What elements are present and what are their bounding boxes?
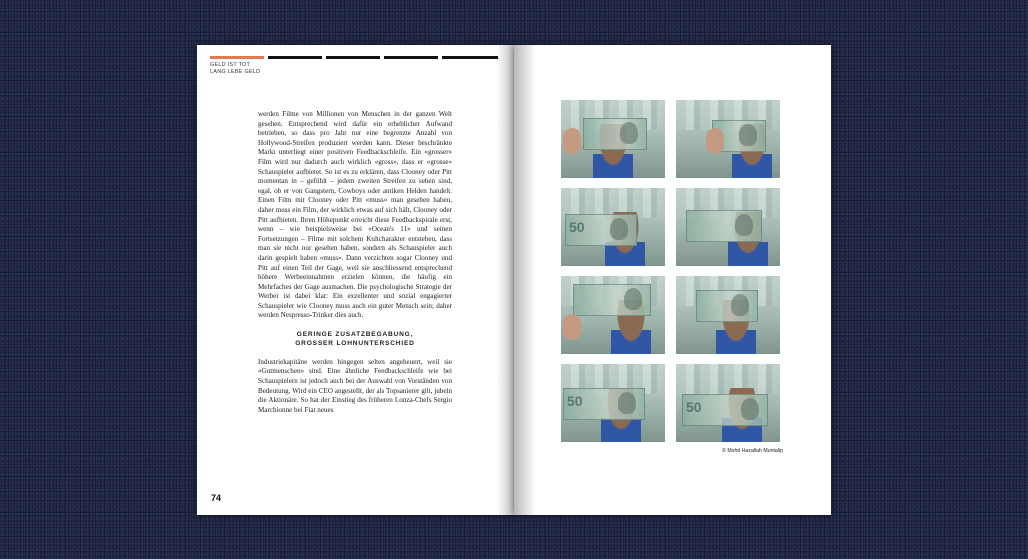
photo-banknote-portrait — [561, 100, 665, 178]
header-bar — [268, 56, 322, 59]
photo-grid — [561, 100, 781, 442]
subheading-line: GERINGE ZUSATZBEGABUNG, — [296, 331, 414, 339]
banknote-value: 50 — [686, 399, 702, 415]
page-number: 74 — [211, 493, 222, 503]
header-bar — [326, 56, 380, 59]
banknote-value: 50 — [569, 219, 585, 235]
subheading-line: GROSSER LOHNUNTERSCHIED — [295, 340, 415, 348]
right-page — [514, 45, 831, 515]
photo-banknote-portrait — [676, 100, 780, 178]
running-head-line: GELD IST TOT — [210, 62, 251, 68]
body-text — [258, 110, 452, 415]
running-head-line: LANG LEBE GELD — [210, 68, 261, 75]
photo-banknote-portrait — [676, 188, 780, 266]
banknote-value: 50 — [567, 393, 583, 409]
left-page — [197, 45, 514, 515]
header-accent-bar — [210, 56, 264, 59]
subheading — [258, 330, 452, 349]
photo-banknote-portrait — [561, 364, 665, 442]
photo-credit: © Mohd Hazallah Muntalip — [722, 448, 783, 454]
photo-banknote-portrait — [561, 276, 665, 354]
photo-banknote-portrait — [676, 364, 780, 442]
header-bar — [384, 56, 438, 59]
photo-banknote-portrait — [676, 276, 780, 354]
header-rule-bars — [210, 56, 500, 60]
paragraph: werden Filme von Millionen von Menschen in der ganzen Welt gesehen. Entsprechend wird dafür ein erheblicher Aufwand betrieben, so dass pro Jahr nur eine begrenzte Anzahl von Hollywood-Streifen produziert werden kann. Dieser beschränkte Markt unterliegt einer positiven Feedbackschleife. Ein «grosser» Film wird nur dadurch auch wirklich «gross», dass er «grosse» Schauspieler aufbietet. So ist es zu erklären, dass Clooney oder Pitt momentan in – gefühlt – jedem zweiten Streifen zu sehen sind, egal, ob er von Gangstern, Cowboys oder antiken Helden handelt. Einen Film mit Clooney oder Pitt «muss» man gesehen haben, daher muss ein Film, der wirklich etwas auf sich hält, Clooney oder Pitt aufbieten. Ihren Höhepunkt erreicht diese Feedbackspirale erst, wenn – wie beispielsweise bei «Ocean's 11» und seinen Fortsetzungen – Filme mit solchem Kultcharakter entstehen, dass man sie nicht nur gesehen haben, sondern als Schauspieler auch darin gespielt haben «muss». Dann verzichten sogar Clooney und Pitt auf einen Teil der Gage, weil sie anschliessend entsprechend höhere Werbeeinnahmen erzielen können, die häufig ein Mehrfaches der Gage ausmachen. Die psychologische Strategie der Werber ist dabei klar: Ein exzellenter und sozial engagierter Schauspieler wie Clooney muss auch ein guter Mensch sein; daher werden Nespresso-Trinker dies auch. — [258, 110, 452, 320]
photo-banknote-portrait — [561, 188, 665, 266]
paragraph: Industriekapitäne werden hingegen selten angeheuert, weil sie «Gutmenschen» sind. Eine ähnliche Feedbackschleife wie bei Schauspielern ist jedoch auch bei der Auswahl von Vorständen von Bedeutung. Wird ein CEO angestellt, der als Topsanierer gilt, jubeln die Aktionäre. So hat der Einstieg des früheren Lonza-Chefs Sergio Marchionne bei Fiat neues — [258, 357, 452, 414]
running-head — [210, 62, 260, 75]
header-bar — [442, 56, 498, 59]
